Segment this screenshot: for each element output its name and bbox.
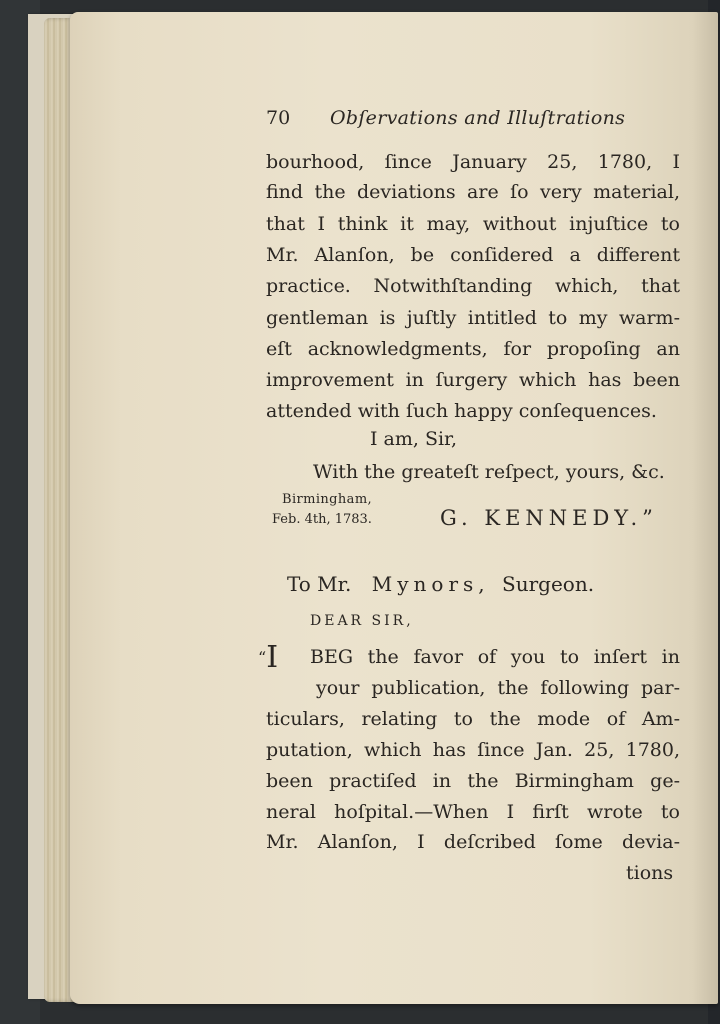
text-line: bourhood, ſince January 25, 1780, I	[266, 151, 680, 173]
closing: With the greateſt reſpect, yours, &c.	[313, 461, 665, 483]
open-quote: “	[258, 648, 267, 667]
text-line: been practiſed in the Birmingham ge-	[266, 770, 680, 792]
text-line: your publication, the following par-	[316, 677, 680, 699]
salutation: I am, Sir,	[370, 428, 458, 450]
text-line: Mr. Alanſon, I deſcribed ſome devia-	[266, 831, 680, 853]
heading-role: Surgeon.	[502, 572, 595, 596]
text-line: practice. Notwithſtanding which, that	[266, 275, 680, 297]
text-line: Mr. Alanſon, be conſidered a different	[266, 244, 680, 266]
letter-place: Birmingham,	[282, 492, 373, 507]
drop-cap	[258, 642, 278, 674]
text-line: eſt acknowledgments, for propoſing an	[266, 338, 680, 360]
drop-cap-letter: I	[266, 640, 279, 675]
text-line: gentleman is juſtly intitled to my warm-	[266, 307, 680, 329]
page-number: 70	[266, 107, 291, 129]
text-line: improvement in ſurgery which has been	[266, 369, 680, 391]
text-line: BEG the favor of you to inſert in	[310, 646, 680, 668]
text-line: attended with ſuch happy conſequences.	[266, 400, 657, 422]
text-line: neral hoſpital.—When I firſt wrote to	[266, 801, 680, 823]
text-line: that I think it may, without injuſtice to	[266, 213, 680, 235]
text-line: find the deviations are ſo very material,	[266, 181, 680, 203]
letter-date: Feb. 4th, 1783.	[272, 512, 372, 527]
dear-sir: DEAR SIR,	[310, 613, 414, 629]
text-line: ticulars, relating to the mode of Am-	[266, 708, 680, 730]
heading-name: Mynors,	[371, 572, 490, 596]
signature: G. KENNEDY.”	[440, 506, 658, 530]
text-line: putation, which has ſince Jan. 25, 1780,	[266, 739, 680, 761]
letter-heading	[287, 572, 594, 596]
heading-to: To Mr.	[287, 572, 352, 596]
running-title: Obſervations and Illuſtrations	[330, 107, 626, 129]
catchword: tions	[626, 862, 674, 884]
